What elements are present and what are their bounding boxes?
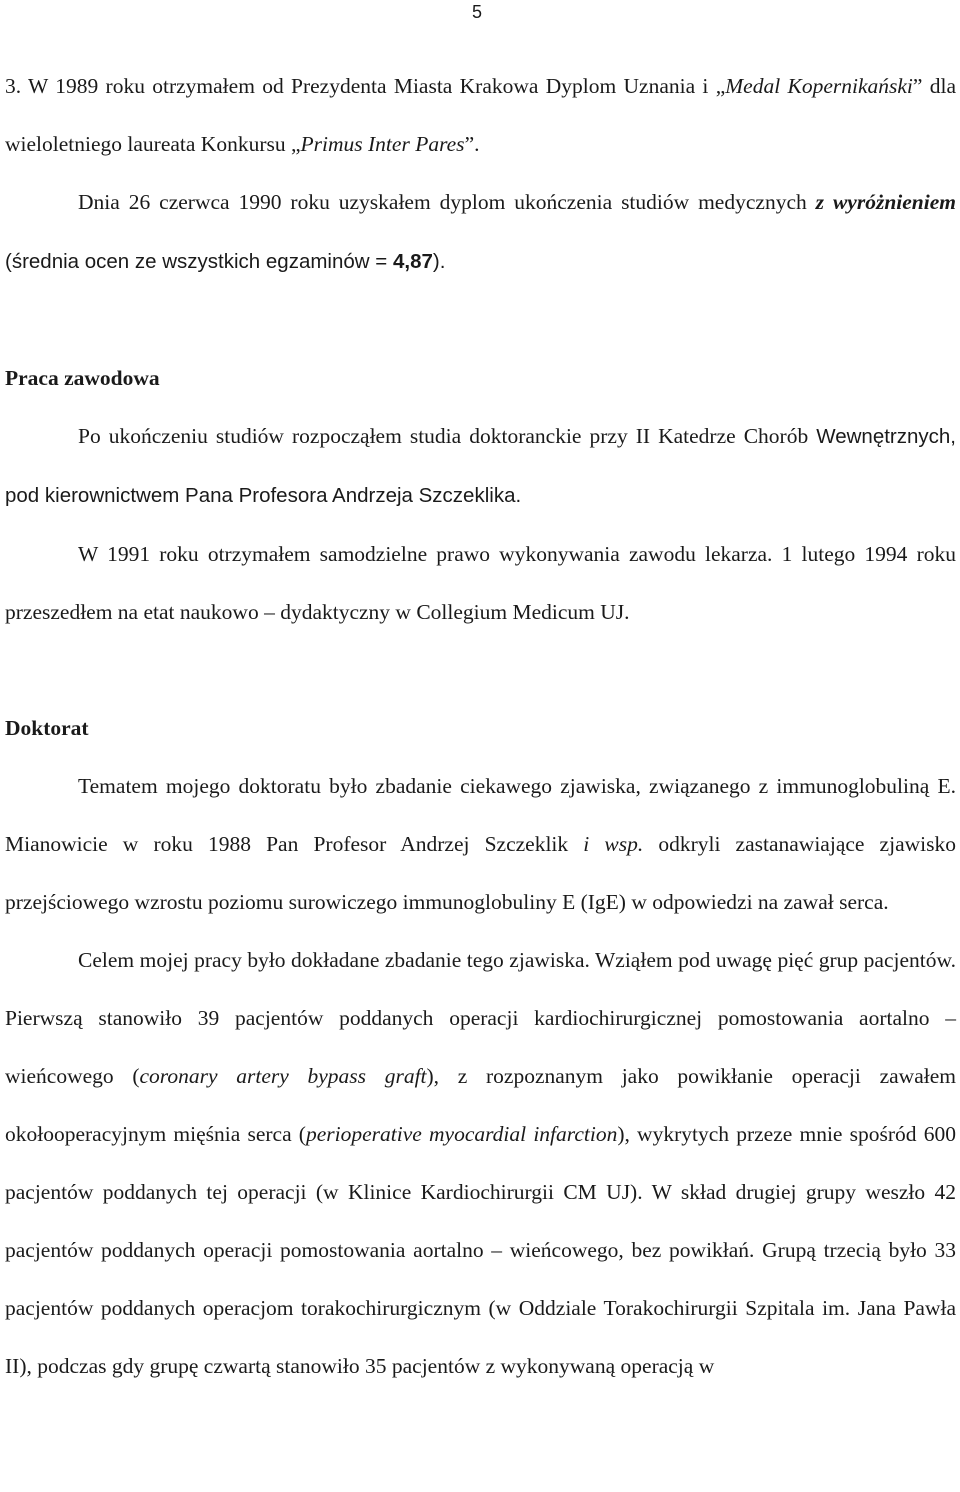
page-content xyxy=(5,57,956,1395)
page-number: 5 xyxy=(472,2,483,22)
section-heading-career: Praca zawodowa xyxy=(5,366,160,390)
awards-paragraph-2: Dnia 26 czerwca 1990 roku uzyskałem dyplom ukończenia studiów medycznych z wyróżnieniem (średnia ocen ze wszystkich egzaminów = 4,87). xyxy=(5,190,957,273)
section-heading-doctorate: Doktorat xyxy=(5,716,89,740)
awards-paragraph-1: 3. W 1989 roku otrzymałem od Prezydenta Miasta Krakowa Dyplom Uznania i „Medal Kopernikański” dla wieloletniego laureata Konkursu „Primus Inter Pares”. xyxy=(5,74,956,156)
career-paragraph-2: W 1991 roku otrzymałem samodzielne prawo wykonywania zawodu lekarza. 1 lutego 1994 roku przeszedłem na etat naukowo – dydaktyczny w Collegium Medicum UJ. xyxy=(5,542,956,624)
section-gap xyxy=(5,641,956,699)
career-paragraph-1: Po ukończeniu studiów rozpocząłem studia doktoranckie przy II Katedrze Chorób Wewnętrznych, pod kierownictwem Pana Profesora Andrzeja Szczeklika. xyxy=(5,424,956,507)
section-gap xyxy=(5,291,956,349)
doctorate-paragraph-1: Tematem mojego doktoratu było zbadanie ciekawego zjawiska, związanego z immunoglobuliną E. Mianowicie w roku 1988 Pan Profesor Andrzej Szczeklik i wsp. odkryli zastanawiające zjawisko przejściowego wzrostu poziomu surowiczego immunoglobuliny E (IgE) w odpowiedzi na zawał serca. xyxy=(5,774,956,914)
doctorate-paragraph-2: Celem mojej pracy było dokładane zbadanie tego zjawiska. Wziąłem pod uwagę pięć grup pacjentów. Pierwszą stanowiło 39 pacjentów poddanych operacji kardiochirurgicznej pomostowania aortalno – wieńcowego (coronary artery bypass graft), z rozpoznanym jako powikłanie operacji zawałem okołooperacyjnym mięśnia serca (perioperative myocardial infarction), wykrytych przeze mnie spośród 600 pacjentów poddanych tej operacji (w Klinice Kardiochirurgii CM UJ). W skład drugiej grupy weszło 42 pacjentów poddanych operacji pomostowania aortalno – wieńcowego, bez powikłań. Grupą trzecią było 33 pacjentów poddanych operacjom torakochirurgicznym (w Oddziale Torakochirurgii Szpitala im. Jana Pawła II), podczas gdy grupę czwartą stanowiło 35 pacjentów z wykonywaną operacją w xyxy=(5,948,956,1378)
